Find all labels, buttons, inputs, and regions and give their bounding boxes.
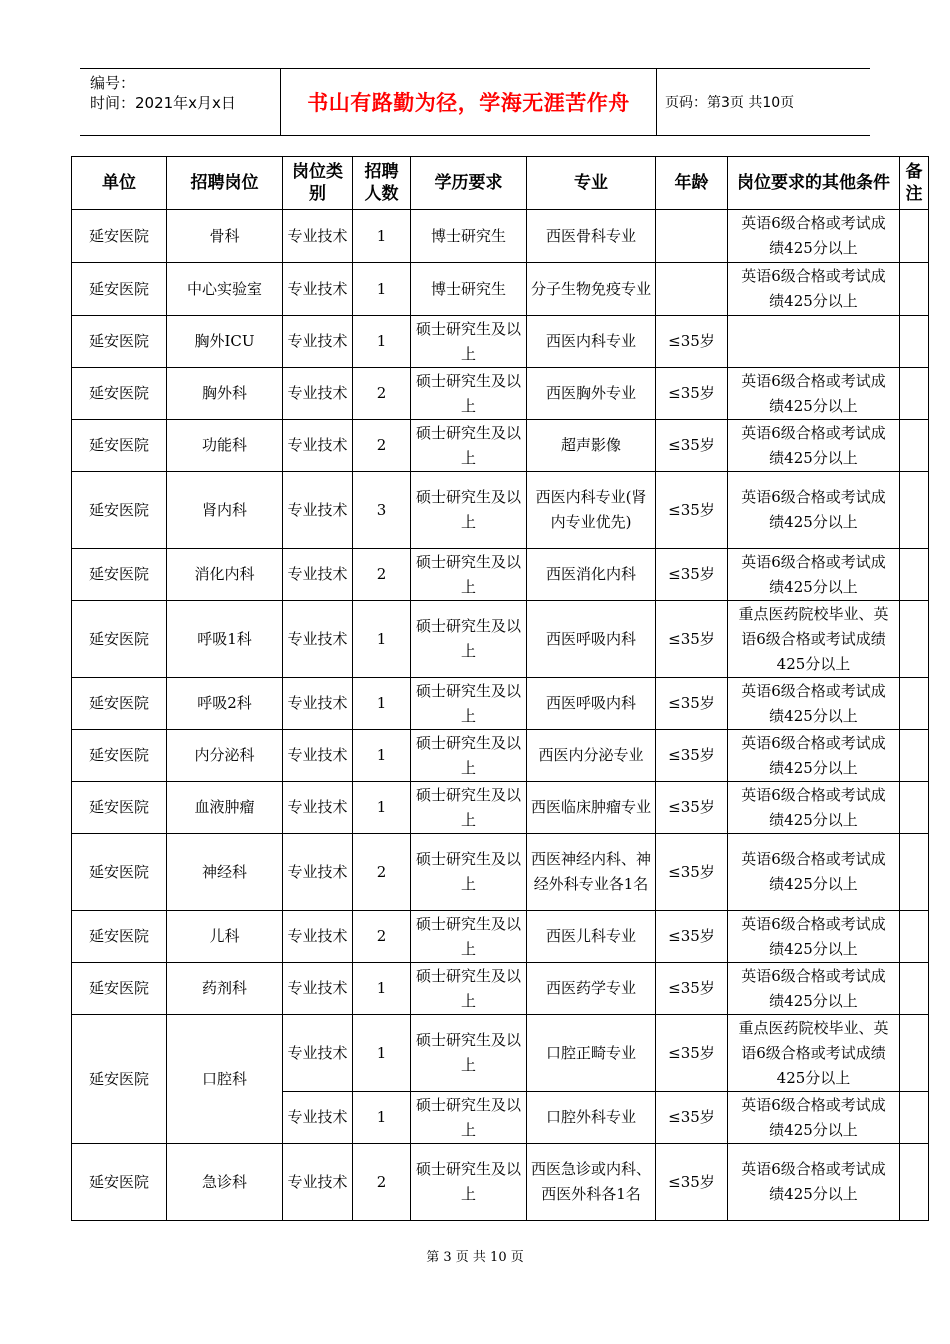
- cell-note: [900, 263, 929, 316]
- cell-post: 功能科: [167, 420, 283, 472]
- serial-label: 编号：: [90, 74, 136, 92]
- cell-education: 硕士研究生及以上: [411, 1092, 527, 1144]
- cell-major: 口腔正畸专业: [527, 1015, 656, 1092]
- cell-age: [656, 263, 728, 316]
- cell-post: 消化内科: [167, 549, 283, 601]
- cell-count: 1: [353, 963, 411, 1015]
- cell-unit: 延安医院: [72, 368, 167, 420]
- cell-major: 西医急诊或内科、西医外科各1名: [527, 1144, 656, 1221]
- cell-other: 英语6级合格或考试成绩425分以上: [728, 678, 900, 730]
- cell-category: 专业技术: [283, 263, 353, 316]
- cell-count: 1: [353, 316, 411, 368]
- page-footer: 第 3 页 共 10 页: [426, 1250, 524, 1265]
- cell-count: 1: [353, 1092, 411, 1144]
- cell-note: [900, 368, 929, 420]
- cell-education: 博士研究生: [411, 263, 527, 316]
- page-header: [80, 68, 870, 136]
- cell-post: 胸外ICU: [167, 316, 283, 368]
- cell-other: 英语6级合格或考试成绩425分以上: [728, 911, 900, 963]
- cell-other: 英语6级合格或考试成绩425分以上: [728, 834, 900, 911]
- col-post: 招聘岗位: [167, 157, 283, 210]
- cell-major: 西医胸外专业: [527, 368, 656, 420]
- table-body: [72, 210, 929, 1221]
- table-row: [72, 368, 929, 420]
- cell-education: 硕士研究生及以上: [411, 782, 527, 834]
- cell-major: 西医呼吸内科: [527, 678, 656, 730]
- cell-note: [900, 210, 929, 263]
- cell-education: 硕士研究生及以上: [411, 601, 527, 678]
- cell-education: 硕士研究生及以上: [411, 678, 527, 730]
- cell-major: 西医呼吸内科: [527, 601, 656, 678]
- cell-note: [900, 472, 929, 549]
- cell-post: 内分泌科: [167, 730, 283, 782]
- cell-unit: 延安医院: [72, 472, 167, 549]
- col-unit: 单位: [72, 157, 167, 210]
- cell-other: 英语6级合格或考试成绩425分以上: [728, 472, 900, 549]
- cell-other: 英语6级合格或考试成绩425分以上: [728, 782, 900, 834]
- cell-age: ≤35岁: [656, 368, 728, 420]
- cell-note: [900, 549, 929, 601]
- table-row: [72, 472, 929, 549]
- cell-other: 重点医药院校毕业、英语6级合格或考试成绩425分以上: [728, 601, 900, 678]
- cell-category: 专业技术: [283, 368, 353, 420]
- table-row: [72, 1015, 929, 1092]
- cell-major: 超声影像: [527, 420, 656, 472]
- cell-category: 专业技术: [283, 1092, 353, 1144]
- cell-post: 呼吸2科: [167, 678, 283, 730]
- cell-category: 专业技术: [283, 1015, 353, 1092]
- cell-note: [900, 1092, 929, 1144]
- cell-major: 西医药学专业: [527, 963, 656, 1015]
- cell-post: 口腔科: [167, 1015, 283, 1144]
- cell-major: 西医神经内科、神经外科专业各1名: [527, 834, 656, 911]
- table-row: [72, 549, 929, 601]
- table-row: [72, 601, 929, 678]
- cell-count: 1: [353, 730, 411, 782]
- cell-unit: 延安医院: [72, 782, 167, 834]
- header-meta: [90, 73, 236, 113]
- cell-count: 2: [353, 420, 411, 472]
- cell-note: [900, 1144, 929, 1221]
- cell-count: 1: [353, 678, 411, 730]
- cell-age: ≤35岁: [656, 601, 728, 678]
- cell-major: 西医内科专业(肾内专业优先): [527, 472, 656, 549]
- cell-note: [900, 782, 929, 834]
- cell-age: ≤35岁: [656, 472, 728, 549]
- table-row: [72, 730, 929, 782]
- table-row: [72, 963, 929, 1015]
- cell-age: ≤35岁: [656, 316, 728, 368]
- cell-other: 英语6级合格或考试成绩425分以上: [728, 1092, 900, 1144]
- cell-post: 胸外科: [167, 368, 283, 420]
- col-education: 学历要求: [411, 157, 527, 210]
- table-row: [72, 834, 929, 911]
- cell-other: 英语6级合格或考试成绩425分以上: [728, 963, 900, 1015]
- cell-category: 专业技术: [283, 678, 353, 730]
- table-row: [72, 782, 929, 834]
- cell-education: 硕士研究生及以上: [411, 420, 527, 472]
- cell-age: ≤35岁: [656, 1144, 728, 1221]
- cell-age: ≤35岁: [656, 420, 728, 472]
- cell-unit: 延安医院: [72, 911, 167, 963]
- cell-age: ≤35岁: [656, 678, 728, 730]
- cell-count: 2: [353, 1144, 411, 1221]
- cell-major: 口腔外科专业: [527, 1092, 656, 1144]
- cell-age: ≤35岁: [656, 782, 728, 834]
- table-row: [72, 263, 929, 316]
- cell-category: 专业技术: [283, 730, 353, 782]
- table-row: [72, 210, 929, 263]
- cell-other: 英语6级合格或考试成绩425分以上: [728, 1144, 900, 1221]
- cell-age: ≤35岁: [656, 911, 728, 963]
- col-count: 招聘人数: [353, 157, 411, 210]
- cell-category: 专业技术: [283, 210, 353, 263]
- col-category: 岗位类别: [283, 157, 353, 210]
- cell-major: 西医骨科专业: [527, 210, 656, 263]
- table-row: [72, 420, 929, 472]
- cell-count: 2: [353, 549, 411, 601]
- cell-age: ≤35岁: [656, 963, 728, 1015]
- cell-other: 英语6级合格或考试成绩425分以上: [728, 263, 900, 316]
- col-age: 年龄: [656, 157, 728, 210]
- cell-category: 专业技术: [283, 1144, 353, 1221]
- cell-post: 儿科: [167, 911, 283, 963]
- cell-major: 西医消化内科: [527, 549, 656, 601]
- cell-post: 药剂科: [167, 963, 283, 1015]
- cell-count: 1: [353, 263, 411, 316]
- cell-count: 1: [353, 1015, 411, 1092]
- cell-unit: 延安医院: [72, 210, 167, 263]
- cell-other: 英语6级合格或考试成绩425分以上: [728, 210, 900, 263]
- cell-other: [728, 316, 900, 368]
- cell-note: [900, 834, 929, 911]
- cell-unit: 延安医院: [72, 730, 167, 782]
- cell-education: 硕士研究生及以上: [411, 963, 527, 1015]
- cell-unit: 延安医院: [72, 420, 167, 472]
- cell-count: 2: [353, 911, 411, 963]
- cell-education: 硕士研究生及以上: [411, 368, 527, 420]
- cell-education: 硕士研究生及以上: [411, 549, 527, 601]
- col-other: 岗位要求的其他条件: [728, 157, 900, 210]
- cell-note: [900, 678, 929, 730]
- motto: 书山有路勤为径，学海无涯苦作舟: [280, 69, 657, 135]
- cell-unit: 延安医院: [72, 1015, 167, 1144]
- cell-post: 急诊科: [167, 1144, 283, 1221]
- cell-post: 中心实验室: [167, 263, 283, 316]
- cell-post: 骨科: [167, 210, 283, 263]
- cell-age: ≤35岁: [656, 834, 728, 911]
- cell-age: ≤35岁: [656, 730, 728, 782]
- date-label: 时间：2021年x月x日: [90, 94, 236, 112]
- cell-major: 西医儿科专业: [527, 911, 656, 963]
- cell-note: [900, 420, 929, 472]
- cell-other: 英语6级合格或考试成绩425分以上: [728, 730, 900, 782]
- cell-age: ≤35岁: [656, 1015, 728, 1092]
- cell-category: 专业技术: [283, 782, 353, 834]
- cell-unit: 延安医院: [72, 549, 167, 601]
- cell-other: 英语6级合格或考试成绩425分以上: [728, 368, 900, 420]
- cell-count: 2: [353, 834, 411, 911]
- cell-unit: 延安医院: [72, 678, 167, 730]
- cell-education: 博士研究生: [411, 210, 527, 263]
- cell-category: 专业技术: [283, 834, 353, 911]
- cell-education: 硕士研究生及以上: [411, 1015, 527, 1092]
- cell-category: 专业技术: [283, 601, 353, 678]
- page-info: 页码：第3页 共10页: [665, 95, 795, 111]
- cell-major: 西医内科专业: [527, 316, 656, 368]
- recruitment-table: [71, 156, 929, 1221]
- cell-category: 专业技术: [283, 549, 353, 601]
- cell-education: 硕士研究生及以上: [411, 834, 527, 911]
- cell-other: 英语6级合格或考试成绩425分以上: [728, 549, 900, 601]
- cell-count: 1: [353, 210, 411, 263]
- cell-post: 血液肿瘤: [167, 782, 283, 834]
- cell-unit: 延安医院: [72, 263, 167, 316]
- cell-unit: 延安医院: [72, 601, 167, 678]
- cell-category: 专业技术: [283, 911, 353, 963]
- cell-major: 西医内分泌专业: [527, 730, 656, 782]
- table-header-row: [72, 157, 929, 210]
- cell-note: [900, 911, 929, 963]
- table-row: [72, 678, 929, 730]
- col-major: 专业: [527, 157, 656, 210]
- cell-education: 硕士研究生及以上: [411, 730, 527, 782]
- cell-major: 分子生物免疫专业: [527, 263, 656, 316]
- cell-other: 英语6级合格或考试成绩425分以上: [728, 420, 900, 472]
- cell-category: 专业技术: [283, 963, 353, 1015]
- cell-age: ≤35岁: [656, 1092, 728, 1144]
- cell-age: ≤35岁: [656, 549, 728, 601]
- cell-unit: 延安医院: [72, 1144, 167, 1221]
- cell-note: [900, 601, 929, 678]
- cell-post: 呼吸1科: [167, 601, 283, 678]
- cell-education: 硕士研究生及以上: [411, 1144, 527, 1221]
- table-row: [72, 911, 929, 963]
- cell-count: 2: [353, 368, 411, 420]
- cell-age: [656, 210, 728, 263]
- cell-education: 硕士研究生及以上: [411, 911, 527, 963]
- cell-education: 硕士研究生及以上: [411, 472, 527, 549]
- cell-post: 神经科: [167, 834, 283, 911]
- cell-note: [900, 963, 929, 1015]
- cell-unit: 延安医院: [72, 834, 167, 911]
- cell-education: 硕士研究生及以上: [411, 316, 527, 368]
- cell-category: 专业技术: [283, 316, 353, 368]
- cell-note: [900, 1015, 929, 1092]
- cell-major: 西医临床肿瘤专业: [527, 782, 656, 834]
- cell-category: 专业技术: [283, 472, 353, 549]
- cell-count: 1: [353, 782, 411, 834]
- cell-category: 专业技术: [283, 420, 353, 472]
- cell-note: [900, 730, 929, 782]
- col-note: 备注: [900, 157, 929, 210]
- cell-count: 1: [353, 601, 411, 678]
- table-row: [72, 1144, 929, 1221]
- cell-note: [900, 316, 929, 368]
- cell-count: 3: [353, 472, 411, 549]
- cell-unit: 延安医院: [72, 963, 167, 1015]
- table-row: [72, 316, 929, 368]
- cell-post: 肾内科: [167, 472, 283, 549]
- cell-other: 重点医药院校毕业、英语6级合格或考试成绩425分以上: [728, 1015, 900, 1092]
- cell-unit: 延安医院: [72, 316, 167, 368]
